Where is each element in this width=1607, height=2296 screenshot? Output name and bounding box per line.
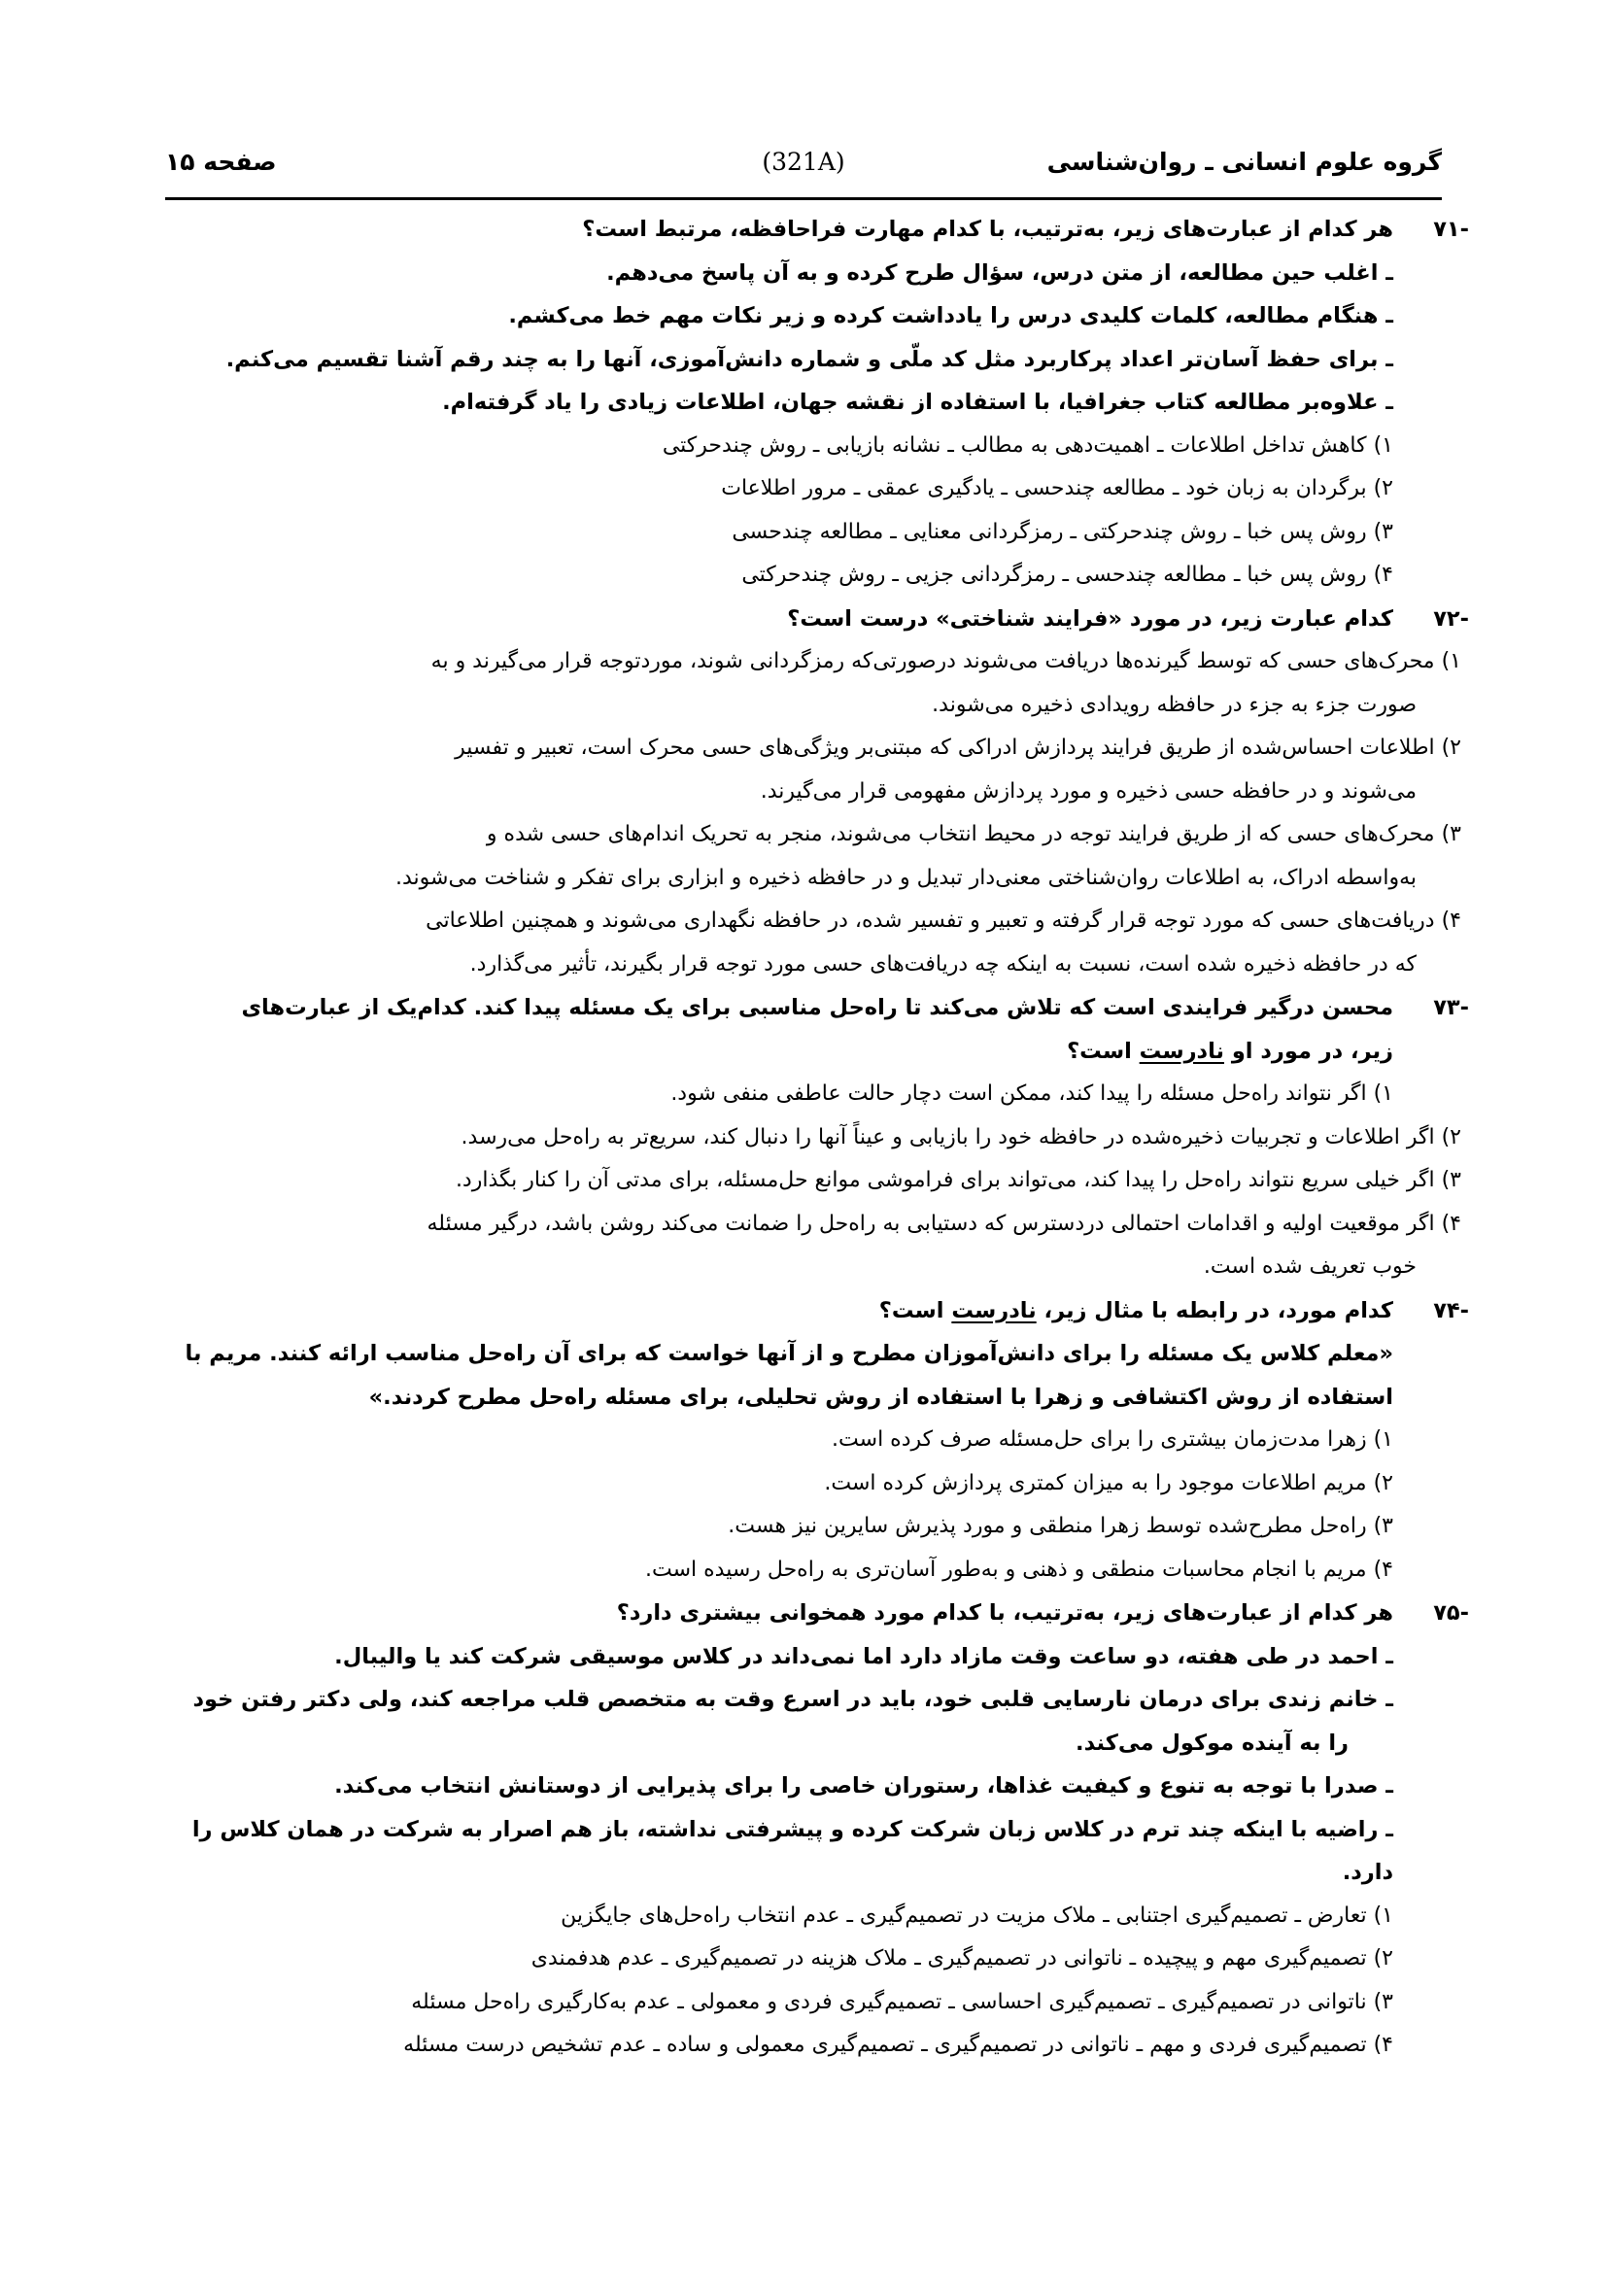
answer-option[interactable]: ۳) راه‌حل مطرح‌شده توسط زهرا منطقی و مورد پذیرش سایرین نیز هست. (728, 1514, 1393, 1538)
example-quote: استفاده از روش اکتشافی و زهرا با استفاده از روش تحلیلی، برای مسئله راه‌حل مطرح کردند.» (368, 1384, 1393, 1410)
answer-option[interactable]: ۳) روش پس خبا ـ روش چندحرکتی ـ رمزگردانی معنایی ـ مطالعه چندحسی (732, 519, 1393, 544)
answer-option[interactable] (146, 813, 1461, 900)
booklet-code: (321A) (762, 148, 845, 176)
answer-option[interactable]: ۲) برگردان به زبان خود ـ مطالعه چندحسی ـ یادگیری عمقی ـ مرور اطلاعات (721, 476, 1393, 500)
answer-option[interactable]: ۳) ناتوانی در تصمیم‌گیری ـ تصمیم‌گیری احساسی ـ تصمیم‌گیری فردی و معمولی ـ عدم به‌کارگیری راه‌حل مسئله (411, 1989, 1393, 2014)
page-header (165, 148, 1442, 187)
question-71 (146, 208, 1469, 598)
answer-option[interactable]: ۱) کاهش تداخل اطلاعات ـ اهمیت‌دهی به مطالب ـ نشانه بازیابی ـ روش چندحرکتی (662, 432, 1393, 458)
answer-option[interactable]: ۴) مریم با انجام محاسبات منطقی و ذهنی و به‌طور آسان‌تری به راه‌حل رسیده است. (645, 1557, 1393, 1582)
statement: ـ خانم زندی برای درمان نارسایی قلبی خود، باید در اسرع وقت به متخصص قلب مراجعه کند، ولی دکتر رفتن خود (192, 1687, 1393, 1712)
page-number: صفحه ۱۵ (165, 148, 277, 176)
stem-text: زیر، در مورد او (1223, 1038, 1393, 1064)
answer-option[interactable]: ۲) اگر اطلاعات و تجربیات ذخیره‌شده در حافظه خود را بازیابی و عیناً آنها را دنبال کند، سریع‌تر به راه‌حل می‌رسد. (461, 1124, 1461, 1149)
option-line: به‌واسطه ادراک، به اطلاعات روان‌شناختی معنی‌دار تبدیل و در حافظه ذخیره و ابزاری برای تفکر و شناخت می‌شوند. (394, 865, 1417, 890)
header-divider (165, 197, 1442, 200)
option-line: ۴) اگر موقعیت اولیه و اقدامات احتمالی دردسترس که دستیابی به راه‌حل را ضمانت می‌کند روشن باشد، درگیر مسئله (427, 1211, 1461, 1236)
statement: ـ احمد در طی هفته، دو ساعت وقت مازاد دارد اما نمی‌داند در کلاس موسیقی شرکت کند یا والیبال. (334, 1643, 1393, 1669)
stem-text: است؟ (1067, 1038, 1140, 1064)
question-number: ۷۴- (1433, 1297, 1469, 1323)
answer-option[interactable]: ۳) اگر خیلی سریع نتواند راه‌حل را پیدا کند، می‌تواند برای فراموشی موانع حل‌مسئله، برای مدتی آن را کنار بگذارد. (455, 1168, 1461, 1192)
example-quote: «معلم کلاس یک مسئله را برای دانش‌آموزان مطرح و از آنها خواست که برای آن راه‌حل مناسب ارائه کنند. مریم با (185, 1341, 1393, 1366)
option-line: ۳) محرک‌های حسی که از طریق فرایند توجه در محیط انتخاب می‌شوند، منجر به تحریک اندام‌های حسی شده و (486, 822, 1461, 846)
answer-option[interactable]: ۱) زهرا مدت‌زمان بیشتری را برای حل‌مسئله صرف کرده است. (832, 1427, 1393, 1452)
question-number: ۷۳- (1433, 995, 1469, 1020)
answer-option[interactable] (146, 727, 1461, 813)
question-stem: محسن درگیر فرایندی است که تلاش می‌کند تا راه‌حل مناسبی برای یک مسئله پیدا کند. کدام‌یک از عبارت‌های (241, 995, 1393, 1020)
statement: ـ راضیه با اینکه چند ترم در کلاس زبان شرکت کرده و پیشرفتی نداشته، باز هم اصرار به شرکت در همان کلاس را دارد. (191, 1816, 1393, 1885)
option-line: می‌شوند و در حافظه حسی ذخیره و مورد پردازش مفهومی قرار می‌گیرند. (760, 778, 1417, 804)
answer-option[interactable] (146, 1203, 1461, 1289)
question-number: ۷۵- (1433, 1600, 1469, 1626)
question-number: ۷۱- (1433, 217, 1469, 242)
question-stem: هر کدام از عبارت‌های زیر، به‌ترتیب، با کدام مورد همخوانی بیشتری دارد؟ (616, 1600, 1393, 1626)
exam-group-title: گروه علوم انسانی ـ روان‌شناسی (1046, 148, 1442, 176)
answer-option[interactable] (146, 900, 1461, 986)
question-stem: هر کدام از عبارت‌های زیر، به‌ترتیب، با کدام مهارت فراحافظه، مرتبط است؟ (582, 217, 1393, 242)
question-73 (146, 986, 1469, 1289)
option-line: صورت جزء به جزء در حافظه رویدادی ذخیره می‌شوند. (932, 692, 1417, 717)
stem-text: کدام مورد، در رابطه با مثال زیر، (1036, 1297, 1393, 1323)
answer-option[interactable] (146, 640, 1461, 727)
answer-option[interactable]: ۲) مریم اطلاعات موجود را به میزان کمتری پردازش کرده است. (824, 1470, 1393, 1495)
option-line: ۴) دریافت‌های حسی که مورد توجه قرار گرفته و تعبیر و تفسیر شده، در حافظه نگهداری می‌شوند و همچنین اطلاعاتی (426, 908, 1461, 933)
question-72 (146, 598, 1469, 987)
option-line: خوب تعریف شده است. (1203, 1254, 1417, 1279)
option-line: ۲) اطلاعات احساس‌شده از طریق فرایند پردازش ادراکی که مبتنی‌بر ویژگی‌های حسی محرک است، تعبیر و تفسیر (455, 736, 1461, 760)
statement: ـ صدرا با توجه به تنوع و کیفیت غذاها، رستوران خاصی را برای پذیرایی از دوستانش انتخاب می‌کند. (334, 1773, 1393, 1799)
statement: ـ علاوه‌بر مطالعه کتاب جغرافیا، با استفاده از نقشه جهان، اطلاعات زیادی را یاد گرفته‌ام. (442, 390, 1393, 415)
stem-text: است؟ (878, 1297, 952, 1323)
option-line: که در حافظه ذخیره شده است، نسبت به اینکه چه دریافت‌های حسی مورد توجه قرار بگیرند، تأثیر می‌گذارد. (469, 951, 1417, 977)
statement: ـ اغلب حین مطالعه، از متن درس، سؤال طرح کرده و به آن پاسخ می‌دهم. (606, 259, 1393, 286)
question-number: ۷۲- (1433, 605, 1469, 632)
question-stem: کدام عبارت زیر، در مورد «فرایند شناختی» درست است؟ (787, 605, 1393, 632)
answer-option[interactable]: ۴) تصمیم‌گیری فردی و مهم ـ ناتوانی در تصمیم‌گیری ـ تصمیم‌گیری معمولی و ساده ـ عدم تشخیص درست مسئله (403, 2033, 1393, 2057)
question-75 (146, 1592, 1469, 2068)
answer-option[interactable]: ۲) تصمیم‌گیری مهم و پیچیده ـ ناتوانی در تصمیم‌گیری ـ ملاک هزینه در تصمیم‌گیری ـ عدم هدفمندی (530, 1946, 1393, 1970)
answer-option[interactable]: ۴) روش پس خبا ـ مطالعه چندحسی ـ رمزگردانی جزیی ـ روش چندحرکتی (741, 563, 1393, 587)
answer-option[interactable]: ۱) تعارض ـ تصمیم‌گیری اجتنابی ـ ملاک مزیت در تصمیم‌گیری ـ عدم انتخاب راه‌حل‌های جایگزین (561, 1902, 1393, 1928)
questions-area (146, 208, 1469, 2068)
question-stem (146, 1289, 1393, 1333)
answer-option[interactable]: ۱) اگر نتواند راه‌حل مسئله را پیدا کند، ممکن است دچار حالت عاطفی منفی شود. (670, 1081, 1393, 1106)
emphasis-word: نادرست (951, 1297, 1037, 1323)
emphasis-word: نادرست (1139, 1038, 1224, 1064)
option-line: ۱) محرک‌های حسی که توسط گیرنده‌ها دریافت می‌شوند درصورتی‌که رمزگردانی شوند، موردتوجه قرار می‌گیرند و به (430, 649, 1461, 673)
question-74 (146, 1289, 1469, 1593)
question-stem-continued (146, 1030, 1393, 1074)
statement: ـ برای حفظ آسان‌تر اعداد پرکاربرد مثل کد ملّی و شماره دانش‌آموزی، آنها را به چند رقم آشنا تقسیم می‌کنم. (225, 346, 1393, 372)
statement-continued: را به آینده موکول می‌کند. (1076, 1730, 1349, 1756)
statement: ـ هنگام مطالعه، کلمات کلیدی درس را یادداشت کرده و زیر نکات مهم خط می‌کشم. (508, 303, 1393, 328)
